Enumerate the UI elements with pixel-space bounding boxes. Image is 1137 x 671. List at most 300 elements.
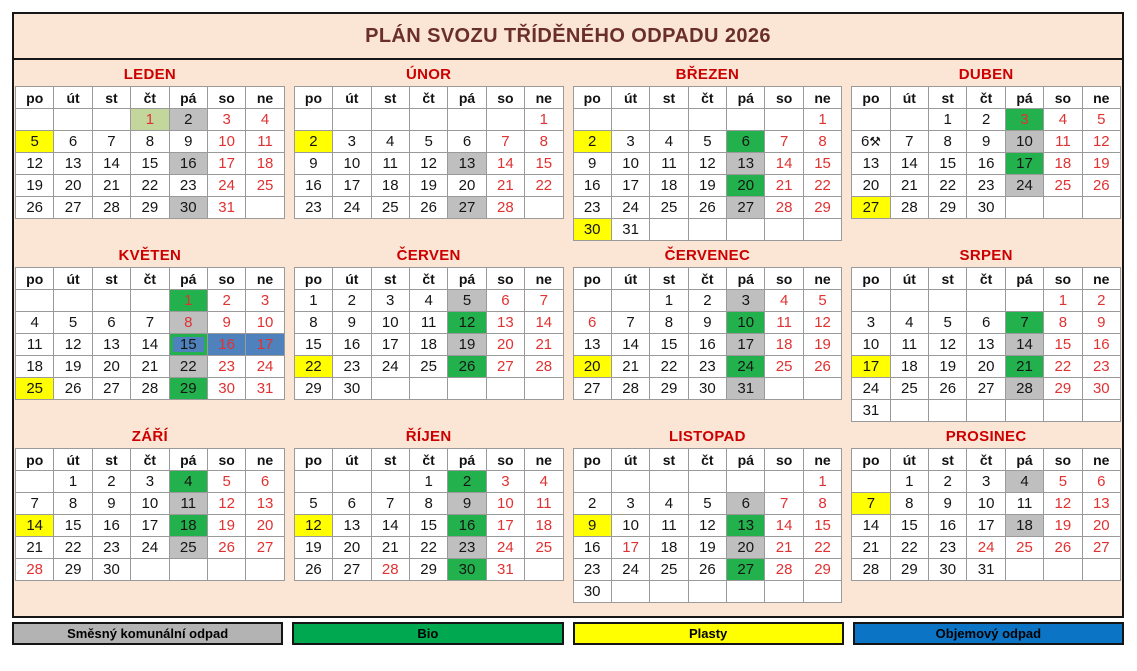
weekday-header: ne [525, 268, 563, 290]
empty-cell [294, 109, 332, 131]
day-cell: 1 [803, 471, 841, 493]
empty-cell [688, 471, 726, 493]
day-cell: 27 [1082, 537, 1120, 559]
legend-label: Směsný komunální odpad [67, 626, 229, 641]
empty-cell [611, 471, 649, 493]
day-cell: 2 [294, 131, 332, 153]
day-cell: 21 [131, 356, 169, 378]
day-cell: 18 [16, 356, 54, 378]
empty-cell [16, 471, 54, 493]
day-cell: 3 [611, 131, 649, 153]
month-title: ČERVENEC [664, 247, 751, 264]
day-cell: 5 [294, 493, 332, 515]
weekday-header: so [486, 87, 524, 109]
empty-cell [852, 109, 890, 131]
day-cell: 22 [803, 175, 841, 197]
day-cell: 18 [409, 334, 447, 356]
day-cell: 1 [890, 471, 928, 493]
day-cell: 20 [852, 175, 890, 197]
day-cell: 20 [967, 356, 1005, 378]
weekday-header: út [890, 87, 928, 109]
day-cell: 2 [92, 471, 130, 493]
day-cell: 18 [246, 153, 284, 175]
day-cell: 6 [967, 312, 1005, 334]
day-cell: 6 [727, 131, 765, 153]
month-table [294, 448, 564, 581]
day-cell: 14 [371, 515, 409, 537]
day-cell: 19 [1082, 153, 1120, 175]
day-cell: 24 [486, 537, 524, 559]
day-cell: 30 [169, 197, 207, 219]
day-cell: 2 [1082, 290, 1120, 312]
weekday-header: st [92, 268, 130, 290]
day-cell: 29 [131, 197, 169, 219]
day-cell: 15 [890, 515, 928, 537]
empty-cell [16, 109, 54, 131]
weekday-header: ne [246, 268, 284, 290]
day-cell: 19 [16, 175, 54, 197]
day-cell: 25 [525, 537, 563, 559]
day-cell: 13 [448, 153, 486, 175]
day-cell: 20 [54, 175, 92, 197]
day-cell: 10 [967, 493, 1005, 515]
weekday-header: so [207, 87, 245, 109]
month-title: KVĚTEN [118, 247, 182, 264]
empty-cell [688, 219, 726, 241]
day-cell: 14 [765, 153, 803, 175]
day-cell: 20 [486, 334, 524, 356]
day-cell: 22 [131, 175, 169, 197]
weekday-header: st [371, 268, 409, 290]
legend-label: Bio [417, 626, 439, 641]
legend-label: Plasty [688, 626, 728, 641]
day-cell: 21 [525, 334, 563, 356]
day-cell: 11 [169, 493, 207, 515]
day-cell: 13 [852, 153, 890, 175]
day-cell: 23 [333, 356, 371, 378]
day-cell: 22 [525, 175, 563, 197]
weekday-header: so [207, 268, 245, 290]
empty-cell [409, 109, 447, 131]
day-cell: 5 [688, 131, 726, 153]
day-cell: 15 [803, 515, 841, 537]
day-cell: 21 [765, 175, 803, 197]
day-cell: 30 [929, 559, 967, 581]
month-10 [294, 422, 564, 581]
empty-cell [688, 109, 726, 131]
empty-cell [207, 559, 245, 581]
day-cell: 9 [573, 515, 611, 537]
day-cell: 27 [727, 559, 765, 581]
legend-item-4 [853, 622, 1124, 645]
weekday-header: ne [246, 449, 284, 471]
day-cell: 9 [333, 312, 371, 334]
month-table [294, 267, 564, 400]
day-cell: 28 [16, 559, 54, 581]
empty-cell [1005, 559, 1043, 581]
day-cell: 31 [967, 559, 1005, 581]
day-cell: 23 [573, 197, 611, 219]
day-cell: 11 [1044, 131, 1082, 153]
day-cell: 1 [54, 471, 92, 493]
day-cell: 22 [1044, 356, 1082, 378]
month-3 [573, 60, 843, 241]
empty-cell [727, 471, 765, 493]
day-cell: 28 [852, 559, 890, 581]
day-cell: 12 [929, 334, 967, 356]
day-cell: 7 [890, 131, 928, 153]
month-6 [294, 241, 564, 400]
day-cell: 25 [16, 378, 54, 400]
day-cell: 11 [1005, 493, 1043, 515]
empty-cell [929, 290, 967, 312]
day-cell: 1 [1044, 290, 1082, 312]
day-cell: 16 [688, 334, 726, 356]
day-cell: 28 [525, 356, 563, 378]
day-cell: 12 [16, 153, 54, 175]
day-cell: 8 [54, 493, 92, 515]
day-cell: 19 [1044, 515, 1082, 537]
day-cell: 11 [650, 153, 688, 175]
day-cell: 17 [1005, 153, 1043, 175]
day-cell: 29 [650, 378, 688, 400]
weekday-header: so [486, 449, 524, 471]
empty-cell [1044, 197, 1082, 219]
day-cell: 19 [294, 537, 332, 559]
empty-cell [573, 109, 611, 131]
month-12 [851, 422, 1121, 581]
day-cell: 10 [246, 312, 284, 334]
day-cell: 2 [573, 493, 611, 515]
day-cell: 9 [929, 493, 967, 515]
empty-cell [803, 378, 841, 400]
empty-cell [1082, 559, 1120, 581]
weekday-header: pá [448, 87, 486, 109]
empty-cell [765, 219, 803, 241]
day-cell: 26 [448, 356, 486, 378]
empty-cell [765, 378, 803, 400]
month-title: ČERVEN [396, 247, 461, 264]
day-cell: 7 [16, 493, 54, 515]
weekday-header: po [16, 268, 54, 290]
day-cell: 16 [169, 153, 207, 175]
empty-cell [131, 290, 169, 312]
day-cell: 2 [929, 471, 967, 493]
month-title: PROSINEC [945, 428, 1027, 445]
day-cell: 29 [890, 559, 928, 581]
day-cell: 20 [727, 175, 765, 197]
month-title: DUBEN [958, 66, 1014, 83]
weekday-header: čt [967, 87, 1005, 109]
day-cell: 11 [246, 131, 284, 153]
day-cell: 20 [333, 537, 371, 559]
day-cell: 26 [1044, 537, 1082, 559]
day-cell: 22 [54, 537, 92, 559]
day-cell: 11 [16, 334, 54, 356]
day-cell: 29 [803, 197, 841, 219]
empty-cell [371, 471, 409, 493]
day-cell: 20 [92, 356, 130, 378]
day-cell: 29 [929, 197, 967, 219]
weekday-header: po [294, 87, 332, 109]
day-cell: 16 [448, 515, 486, 537]
day-cell: 16 [967, 153, 1005, 175]
day-cell: 25 [371, 197, 409, 219]
day-cell: 10 [611, 515, 649, 537]
month-9 [15, 422, 285, 581]
day-cell: 1 [929, 109, 967, 131]
weekday-header: čt [131, 87, 169, 109]
day-cell: 13 [92, 334, 130, 356]
day-cell: 1 [294, 290, 332, 312]
weekday-header: po [852, 449, 890, 471]
day-cell: 12 [688, 515, 726, 537]
month-table [573, 267, 843, 400]
day-cell: 24 [967, 537, 1005, 559]
day-cell: 7 [1005, 312, 1043, 334]
weekday-header: út [54, 87, 92, 109]
weekday-header: čt [688, 87, 726, 109]
day-cell: 18 [650, 175, 688, 197]
day-cell: 26 [803, 356, 841, 378]
day-cell: 25 [890, 378, 928, 400]
day-cell: 19 [929, 356, 967, 378]
weekday-header: so [1044, 449, 1082, 471]
month-title: ZÁŘÍ [131, 428, 168, 445]
day-cell: 4 [16, 312, 54, 334]
day-cell: 26 [929, 378, 967, 400]
day-cell: 16 [573, 537, 611, 559]
month-title: SRPEN [959, 247, 1013, 264]
day-cell: 25 [246, 175, 284, 197]
weekday-header: po [16, 449, 54, 471]
day-cell: 2 [688, 290, 726, 312]
day-cell: 4 [1005, 471, 1043, 493]
weekday-header: ne [525, 87, 563, 109]
day-cell: 19 [803, 334, 841, 356]
day-cell: 15 [409, 515, 447, 537]
months-grid [14, 60, 1122, 603]
empty-cell [803, 219, 841, 241]
day-cell: 9 [169, 131, 207, 153]
empty-cell [765, 109, 803, 131]
weekday-header: pá [448, 449, 486, 471]
day-cell: 2 [967, 109, 1005, 131]
day-cell: 16 [92, 515, 130, 537]
day-cell: 10 [1005, 131, 1043, 153]
day-cell: 3 [852, 312, 890, 334]
day-cell: 25 [1044, 175, 1082, 197]
day-cell: 18 [371, 175, 409, 197]
day-cell: 27 [852, 197, 890, 219]
weekday-header: st [92, 449, 130, 471]
day-cell: 3 [333, 131, 371, 153]
day-cell: 28 [1005, 378, 1043, 400]
day-cell: 27 [448, 197, 486, 219]
legend-item-2 [292, 622, 563, 645]
month-title: ŘÍJEN [405, 428, 452, 445]
empty-cell [852, 290, 890, 312]
month-title: BŘEZEN [675, 66, 740, 83]
empty-cell [890, 109, 928, 131]
empty-cell [1005, 400, 1043, 422]
weekday-header: st [929, 87, 967, 109]
day-cell: 21 [890, 175, 928, 197]
day-cell: 9 [573, 153, 611, 175]
weekday-header: ne [803, 268, 841, 290]
month-8 [851, 241, 1121, 422]
weekday-header: út [890, 449, 928, 471]
weekday-header: út [54, 268, 92, 290]
day-cell: 12 [294, 515, 332, 537]
weekday-header: čt [688, 268, 726, 290]
weekday-header: ne [1082, 449, 1120, 471]
empty-cell [525, 559, 563, 581]
day-cell: 6 [92, 312, 130, 334]
day-cell: 6 [54, 131, 92, 153]
day-cell: 31 [246, 378, 284, 400]
day-cell: 11 [525, 493, 563, 515]
day-cell: 10 [207, 131, 245, 153]
weekday-header: pá [169, 268, 207, 290]
day-cell: 12 [207, 493, 245, 515]
weekday-header: so [1044, 268, 1082, 290]
empty-cell [333, 471, 371, 493]
weekday-header: čt [967, 268, 1005, 290]
day-cell: 29 [294, 378, 332, 400]
empty-cell [54, 290, 92, 312]
day-cell: 7 [486, 131, 524, 153]
day-cell: 16 [929, 515, 967, 537]
month-title: LEDEN [123, 66, 177, 83]
day-cell: 16 [333, 334, 371, 356]
empty-cell [967, 400, 1005, 422]
day-cell: 15 [525, 153, 563, 175]
day-cell: 11 [650, 515, 688, 537]
day-cell: 27 [54, 197, 92, 219]
day-cell: 29 [54, 559, 92, 581]
day-cell: 27 [727, 197, 765, 219]
empty-cell [294, 471, 332, 493]
day-cell: 14 [1005, 334, 1043, 356]
day-cell: 11 [371, 153, 409, 175]
day-cell: 17 [333, 175, 371, 197]
month-table [15, 267, 285, 400]
day-cell: 6 [333, 493, 371, 515]
weekday-header: pá [448, 268, 486, 290]
day-cell: 4 [169, 471, 207, 493]
calendar-sheet [12, 12, 1124, 618]
day-cell: 8 [169, 312, 207, 334]
day-cell: 8 [803, 493, 841, 515]
day-cell: 1 [803, 109, 841, 131]
empty-cell [525, 197, 563, 219]
day-cell: 5 [803, 290, 841, 312]
day-cell: 21 [371, 537, 409, 559]
day-cell: 16 [1082, 334, 1120, 356]
day-cell: 15 [54, 515, 92, 537]
day-cell: 29 [169, 378, 207, 400]
day-cell: 6 [573, 312, 611, 334]
day-cell: 15 [929, 153, 967, 175]
weekday-header: st [650, 87, 688, 109]
day-cell: 8 [525, 131, 563, 153]
day-cell: 15 [169, 334, 207, 356]
empty-cell [1082, 400, 1120, 422]
day-cell: 18 [1044, 153, 1082, 175]
empty-cell [727, 109, 765, 131]
day-cell: 7 [852, 493, 890, 515]
day-cell: 3 [371, 290, 409, 312]
day-cell: 20 [573, 356, 611, 378]
day-cell: 11 [765, 312, 803, 334]
day-cell: 8 [409, 493, 447, 515]
day-cell: 26 [207, 537, 245, 559]
empty-cell [929, 400, 967, 422]
day-cell: 25 [765, 356, 803, 378]
day-cell: 14 [611, 334, 649, 356]
weekday-header: so [486, 268, 524, 290]
day-cell: 24 [131, 537, 169, 559]
empty-cell [448, 109, 486, 131]
weekday-header: pá [727, 449, 765, 471]
empty-cell [54, 109, 92, 131]
day-cell: 23 [967, 175, 1005, 197]
empty-cell [92, 290, 130, 312]
day-cell: 28 [765, 559, 803, 581]
day-cell: 7 [525, 290, 563, 312]
day-cell: 1 [169, 290, 207, 312]
day-cell: 19 [54, 356, 92, 378]
day-cell: 28 [131, 378, 169, 400]
weekday-header: pá [169, 87, 207, 109]
empty-cell [371, 109, 409, 131]
weekday-header: po [852, 268, 890, 290]
day-cell: 12 [803, 312, 841, 334]
day-cell: 19 [688, 175, 726, 197]
day-cell: 13 [1082, 493, 1120, 515]
day-cell: 8 [803, 131, 841, 153]
weekday-header: út [611, 449, 649, 471]
day-cell: 24 [611, 559, 649, 581]
day-cell: 21 [92, 175, 130, 197]
day-cell: 23 [448, 537, 486, 559]
day-cell: 14 [525, 312, 563, 334]
empty-cell [573, 290, 611, 312]
month-table [573, 448, 843, 603]
day-cell: 19 [409, 175, 447, 197]
day-cell: 17 [967, 515, 1005, 537]
day-cell: 9 [1082, 312, 1120, 334]
day-cell: 8 [294, 312, 332, 334]
day-cell: 30 [92, 559, 130, 581]
empty-cell [1005, 197, 1043, 219]
weekday-header: pá [169, 449, 207, 471]
day-cell: 6 [486, 290, 524, 312]
day-cell: 17 [131, 515, 169, 537]
weekday-header: st [371, 449, 409, 471]
day-cell: 2 [573, 131, 611, 153]
weekday-header: čt [131, 449, 169, 471]
day-cell: 12 [448, 312, 486, 334]
day-cell: 24 [207, 175, 245, 197]
day-cell: 27 [573, 378, 611, 400]
weekday-header: út [333, 268, 371, 290]
day-cell: 20 [448, 175, 486, 197]
weekday-header: út [611, 268, 649, 290]
day-cell: 30 [207, 378, 245, 400]
month-title: ÚNOR [405, 66, 452, 83]
